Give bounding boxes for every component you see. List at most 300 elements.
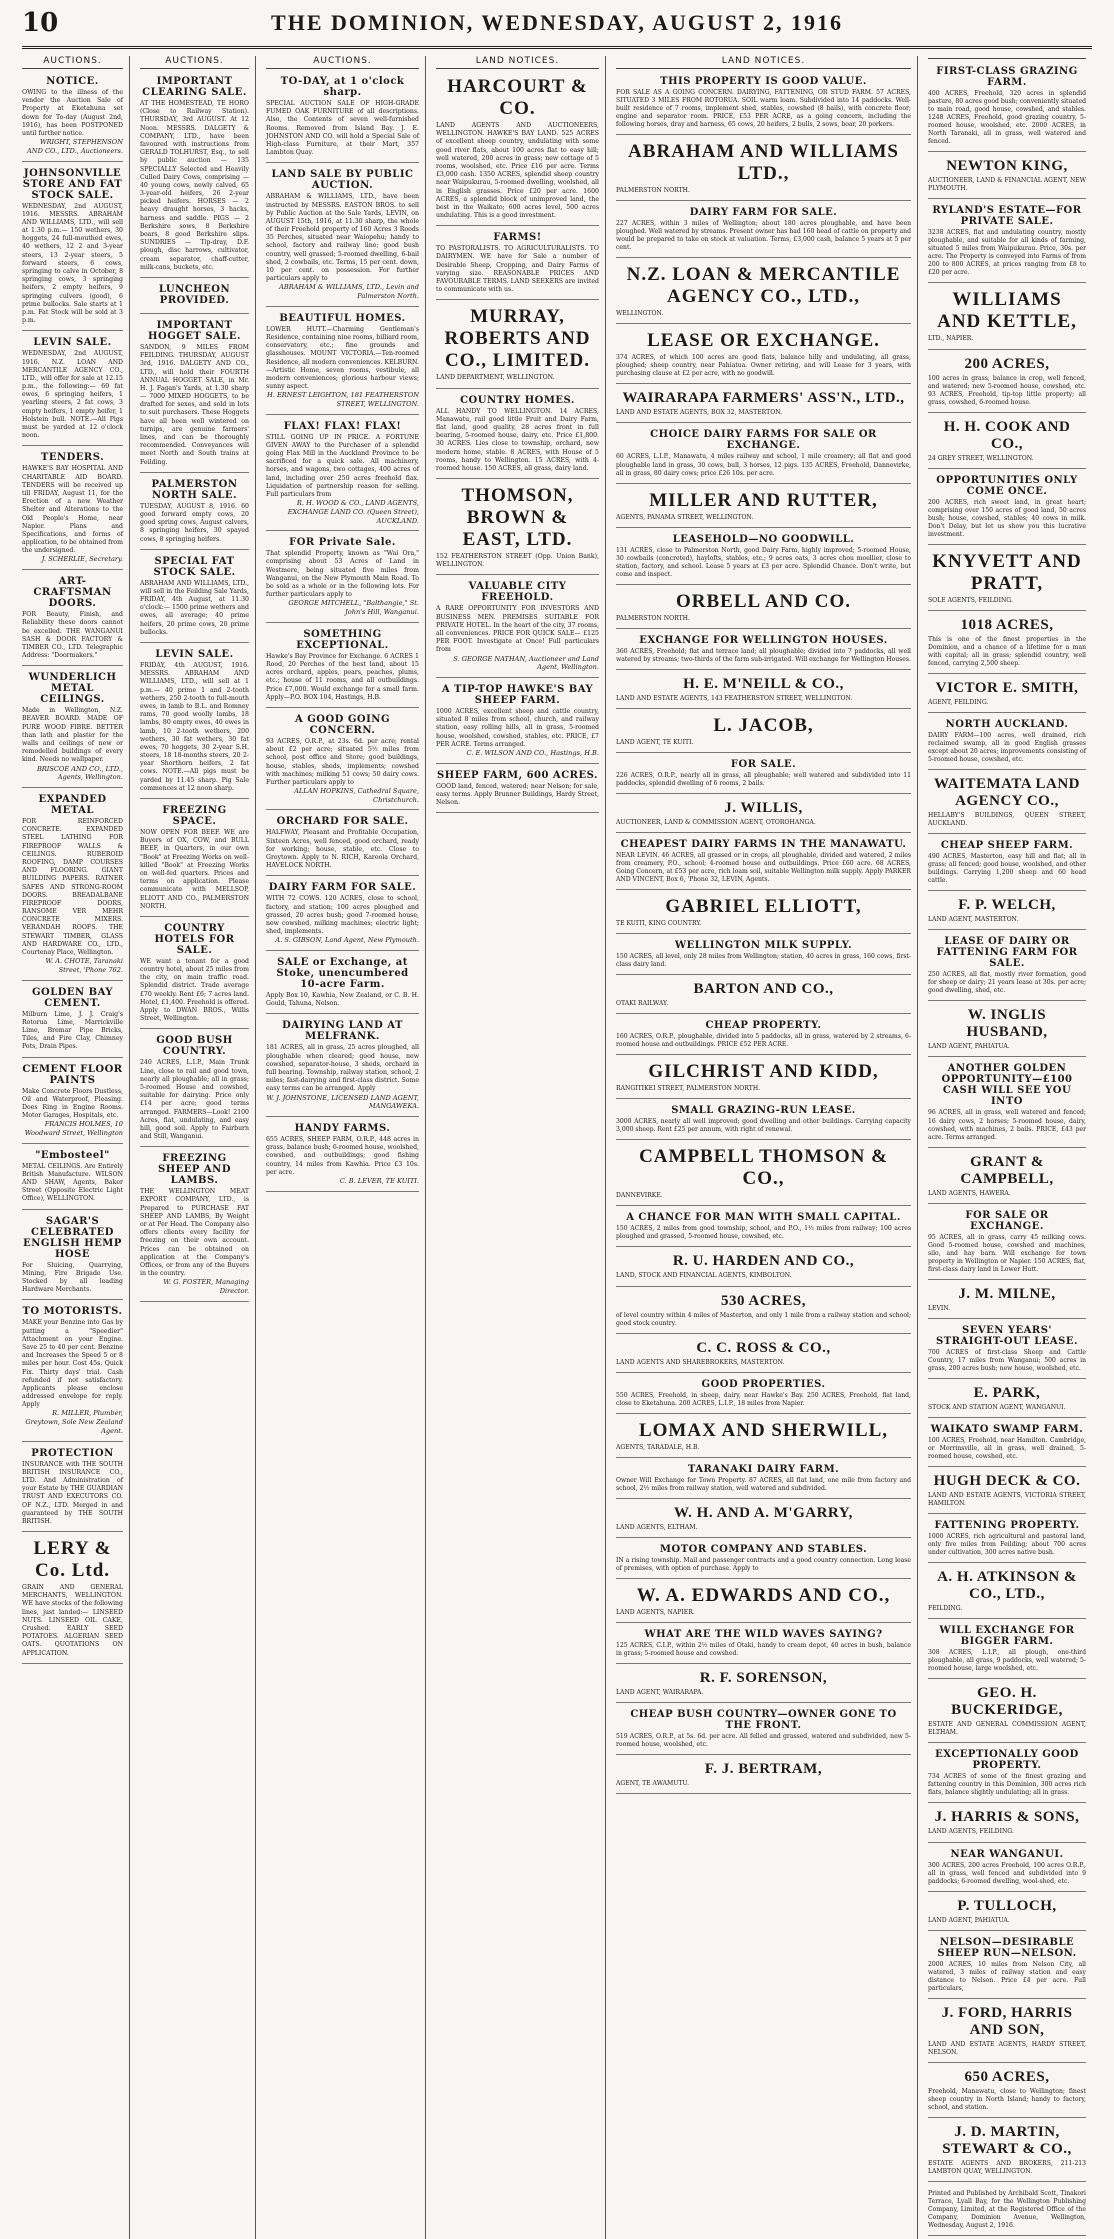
advertisement-title: ORCHARD FOR SALE. [276,816,409,828]
advertisement [616,1143,911,1206]
advertisement [22,1445,123,1533]
advertisement-title: TARANAKI DAIRY FARM. [687,1463,840,1475]
advertisement-body: 2000 ACRES, 10 miles from Nelson City, all watered, 3 miles of railway station and easy distance to Nelson. Price £4 per acre. Full particulars, [928,1960,1086,1992]
advertisement-body: STILL GOING UP IN PRICE. A FORTUNE GIVEN AWAY to the Purchaser of a splendid going Flax Mill in the Auckland Province to be sacrificed for a quick sale. All machinery, horses, and wagons, two cottages, 400 acres of land, including over 250 acres freehold flax. Liquidation of partnership reason for selling. Full particulars from [266,433,419,498]
advertisement-body: AT THE HOMESTEAD, TE HORO (Close to Railway Station). THURSDAY, 3rd AUGUST. At 12 Noon. MESSRS. DALGETY & COMPANY, LTD., have been favoured with instructions from GERALD TOLHURST, Esq., to sell by public auction — 135 SPECIALLY Selected and Heavily Culled Dairy Cows, comprising — 40 young cows, newly calved, 65 3-year-old heifers, 26 2-year picked heifers. HORSES — 2 heavy draught horses, 3 hacks, harness and saddle. PIGS — 2 Berkshire sows, 8 Berkshire boars, 8 good Berkshire slips. SUNDRIES — Tip-dray, D.F. plough, disc harrows, cultivator, cream separator, chaff-cutter, milk-cans, buckets, etc. [140,100,249,271]
advertisement [928,1004,1086,1057]
advertisement [928,1934,1086,1999]
advertisement-title: GEO. H. BUCKERIDGE, [951,1685,1063,1719]
advertisement-body: LTD., NAPIER. [928,335,974,343]
advertisement-body: LAND AGENTS, HAWERA. [928,1189,1011,1197]
advertisement-title: PROTECTION [31,1447,114,1459]
advertiser-signature: C. E. WILSON AND CO., Hastings, H.B. [466,748,599,757]
advertisement-title: F. P. WELCH, [958,897,1056,914]
column-heading [928,56,1086,59]
advertisement-body: That splendid Property, known as "Wai Ora," comprising about 53 Acres of Land in Westmere, being situated five miles from Wanganui, on the New Plymouth Main Road. To be sold as a whole or in the following lots. For further particulars apply to [266,550,419,599]
advertisement-body: AGENTS, TARADALE, H.B. [616,1443,700,1451]
advertisement [22,984,123,1058]
advertisement-title: FARMS! [493,232,542,244]
advertisement-title: NOTICE. [46,76,99,87]
advertisement [928,472,1086,545]
advertisement-title: ORBELL AND CO. [675,590,851,612]
advertiser-signature: ABRAHAM & WILLIAMS, LTD., Levin and Palmerston North. [279,283,419,301]
advertisement-body: Printed and Published by Archibald Scott, Tinakori Terrace, Lyall Bay, for the Wellington Publishing Company, Limited, at the Registered Office of the Company, Dominion Avenue, Wellington, Wednesday, August 2, 1916. [928,2189,1086,2230]
advertisement [22,1213,123,1301]
advertisement-title: WAITEMATA LAND AGENCY CO., [933,776,1081,810]
advertisement-body: 226 ACRES, O.R.P., nearly all in grass, all ploughable; well watered and subdivided into 11 paddocks, splendid dwelling of 6 rooms, 2 bails. [616,771,911,787]
advertisement-body: FOR Beauty, Finish, and Reliability these doors cannot be excelled. THE WANGANUI SASH & DOOR FACTORY & TIMBER CO., LTD. Telegraphic Address: "Doormakers." [22,611,123,660]
advertisement-body: GOOD land, fenced, watered; near Nelson; for sale, easy terms. Apply Brunner Buildings, Hardy Street, Nelson. [436,782,599,806]
advertisement-body: LAND AGENTS AND AUCTIONEERS, WELLINGTON. HAWKE'S BAY LAND. 525 ACRES of excellent sheep country, undulating with some good river flats, about 100 acres flat to easy hill; well watered, 200 acres in grass; new cottage of 5 rooms, woolshed, etc. Price £16 per acre. Terms £3,000 cash. 1350 ACRES, splendid sheep country near Waipukurau, 5-roomed dwelling, woolshed, all in English grasses. Price £20 per acre. 1600 ACRES, a splendid block of unimproved land, the best in the Waikato; 600 acres level, 500 acres undulating. This is a good investment. [436,122,599,220]
advertisement-body: FOR REINFORCED CONCRETE. EXPANDED STEEL LATHING FOR FIREPROOF WALLS & CEILINGS. RUBEROID ROOFING, DAMP COURSES AND FLOORING. GIANT BUILDING PAPERS. RATNER SAFES AND STRONG-ROOM DOORS. BREADALBANE FIREPROOF DOORS, RANSOME VER MEHR CONCRETE MIXERS. VERANDAH ROOFS. THE STEWART TIMBER, GLASS AND HARDWARE CO., LTD., Courtenay Place, Wellington. [22,818,123,957]
advertisement-title: LEASEHOLD—NO GOODWILL. [672,533,855,545]
advertisement-title: FIRST-CLASS GRAZING FARM. [936,66,1078,88]
advertiser-signature: C. B. LEVER, TE KUITI. [339,1176,419,1185]
advertisement-title: LEVIN SALE. [33,337,112,349]
advertisement [436,482,599,575]
advertisement-body: LAND AGENT, MASTERTON. [928,916,1019,924]
advertisement [436,578,599,678]
advertisement [928,353,1086,413]
advertisement [266,418,419,532]
advertisement-body: Make Concrete Floors Dustless, Oil and Waterproof, Pleasing. Does Ring in Engine Rooms. Motor Garages, Hospitals, etc. [22,1087,123,1120]
advertisement-title: GOOD BUSH COUNTRY. [156,1035,233,1058]
advertisement [266,1120,419,1192]
advertisement-title: FREEZING SHEEP AND LAMBS. [158,1153,231,1187]
advertisement-title: NELSON—DESIRABLE SHEEP RUN—NELSON. [937,1936,1077,1959]
advertisement [22,1303,123,1441]
advertisement-body: SPECIAL AUCTION SALE OF HIGH-GRADE FUMED OAK FURNITURE of all descriptions. Also, the Contents of seven well-furnished Rooms. Removed from Island Bay. J. E. JOHNSTON AND CO. will hold a Special Sale of High-class Furniture, at their Mart, 357 Lambton Quay. [266,100,419,157]
advertisement-body: LAND AGENTS AND SHAREBROKERS, MASTERTON. [616,1358,785,1366]
advertisement-title: FLAX! FLAX! FLAX! [283,420,402,432]
advertisement [616,261,911,324]
advertisement-body: 3000 ACRES, nearly all well improved; good dwelling and other buildings. Carrying capacity 3,000 sheep. Rent £25 per annum, with right of renewal. [616,1118,911,1134]
advertisement-body: INSURANCE with THE SOUTH BRITISH INSURANCE CO., LTD. And Administration of your Estate by THE GUARDIAN TRUST AND EXECUTORS CO. OF N.Z., LTD. Merged in and guaranteed by THE SOUTH BRITISH. [22,1460,123,1525]
advertisement-title: DAIRY FARM FOR SALE. [268,882,417,894]
advertisement [140,920,249,1030]
advertisement [436,392,599,480]
advertisement [928,416,1086,469]
advertisement-title: N.Z. LOAN & MERCANTILE AGENCY CO., LTD., [626,264,901,308]
advertisement [140,281,249,314]
advertisement [616,1502,911,1538]
page-number: 10 [22,8,59,38]
advertisement-title: LAND SALE BY PUBLIC AUCTION. [271,169,414,192]
advertisement [928,773,1086,834]
advertisement [140,1032,249,1147]
advertisement [616,756,911,794]
advertisement-body: WEDNESDAY, 2nd AUGUST, 1916. N.Z. LOAN AND MERCANTILE AGENCY CO., LTD., will offer for sale at 12.15 p.m., the following:— 69 fat ewes, 6 springing heifers, 1 yearling steers, 2 fat cows, 3 empty heifers, 1 empty heifer, 1 Holstein bull. NOTE.—All Pigs must be yarded at 12 o'clock noon. [22,350,123,440]
advertisement-body: 308 ACRES, L.I.P., all plough, one-third ploughable, all grass, 9 paddocks, well watered; 5-roomed house, large woolshed, etc. [928,1649,1086,1673]
advertisement-title: CHOICE DAIRY FARMS FOR SALE OR EXCHANGE. [650,429,877,452]
advertisement [616,138,911,201]
advertisement-title: C. C. ROSS & CO., [696,1339,831,1356]
advertisement-body: OWING to the illness of the vendor the Auction Sale of Property at Eketahuna set down for To-day (August 2nd, 1916), has been POSTPONED until further notice. [22,89,123,137]
advertisement-body: LAND AND ESTATE AGENTS, BOX 32, MASTERTON. [616,409,783,417]
advertisement-title: GRANT & CAMPBELL, [960,1153,1054,1187]
advertisement-title: H. E. M'NEILL & CO., [683,675,844,692]
advertisement [616,1376,911,1414]
advertisement [928,63,1086,152]
advertisement-title: R. U. HARDEN AND CO., [672,1253,855,1270]
advertisement-title: CHEAP PROPERTY. [705,1020,822,1032]
advertisement [22,1535,123,1664]
advertisement-body: ESTATE AGENTS AND BROKERS, 211-213 LAMBTON QUAY, WELLINGTON. [928,2159,1086,2175]
advertisement-title: GABRIEL ELLIOTT, [665,896,862,918]
advertisement-body: ABRAHAM AND WILLIAMS, LTD., will sell in the Feilding Sale Yards, FRIDAY, 4th August, at 11.30 o'clock:— 1500 prime wethers and ewes, all average; 40 prime heifers, 20 prime cows, 20 prime bullocks. [140,579,249,636]
advertisement [928,2002,1086,2063]
advertisement-body: LAND AGENTS, NAPIER. [616,1608,695,1616]
advertisement-title: LUNCHEON PROVIDED. [158,283,231,306]
advertisement [616,426,911,483]
advertisement [266,954,419,1014]
advertisement [22,334,123,446]
advertisement-body: A RARE OPPORTUNITY FOR INVESTORS AND BUSINESS MEN. PREMISES SUITABLE FOR PRIVATE HOTEL. In the heart of the city, 37 rooms, all conveniences. PRICE FOR QUICK SALE— £125 PER FOOT. Investigate at Once! Full particulars from [436,605,599,654]
advertisement-title: LOMAX AND SHERWILL, [638,1419,888,1441]
advertisement-body: HALFWAY, Pleasant and Profitable Occupation, Sixteen Acres, well fenced, good orchard, ready for working; house, stable, etc. Close to Greytown. Apply to N. RICH, Karoola Orchard, HAVELOCK NORTH. [266,829,419,870]
advertisement-body: TE KUITI, KING COUNTRY. [616,920,702,928]
advertisement-title: BARTON AND CO., [693,981,834,998]
advertisement-body: LAND, STOCK AND FINANCIAL AGENTS, KIMBOLTON. [616,1272,792,1280]
column-3 [266,56,426,2239]
advertisement [616,204,911,258]
advertisement [616,1626,911,1664]
advertisement-title: VICTOR E. SMITH, [935,679,1079,696]
advertisement-body: FEILDING. [928,1605,963,1613]
advertisement-body: FRIDAY, 4th AUGUST, 1916. MESSRS. ABRAHAM AND WILLIAMS, LTD., will sell at 1 p.m.— 40 prime 1 and 2-tooth wethers, 250 2-tooth to full-mouth ewes, in lamb to B.L. and Romney rams, 70 good woolly lambs, 18 lambs, 80 empty ewes, 40 ewes in lamb, 10 2-tooth wethers, 200 wethers, 30 fat wethers, 30 fat ewes, 70 hoggets, 30 2-year S.H. steers, 18 18-months steers, 20 2-year Shorthorn heifers, 2 fat cows. NOTE.—All pigs must be yarded by 11.45 sharp. Pig Sale commences at 12 noon sharp. [140,662,249,792]
advertisement [266,534,419,623]
advertisement-body: PALMERSTON NORTH. [616,187,690,195]
advertisement-body: 374 ACRES, of which 100 acres are good flats, balance hilly and undulating, all grass, ploughed; sheep country, near Pahiatua. Owner retiring, and will Lease for 3 years, with purchasing clause at £2 per acre, with no goodwill. [616,354,911,378]
advertisement-title: MURRAY, ROBERTS AND CO., LIMITED. [444,306,591,372]
advertisement [22,449,123,570]
advertisement [616,1667,911,1703]
advertisement [616,893,911,934]
advertisement [928,2121,1086,2182]
advertisement-title: LEASE OR EXCHANGE. [647,330,880,352]
advertisement-body: 93 ACRES, O.R.P., at 23s. 6d. per acre; rental about £2 per acre; situated 5½ miles from school, post office and Store; good buildings, house, stables, sheds, implements; cowshed with machines; milking 51 cows; 50 dairy cows. Further particulars apply to [266,737,419,786]
advertiser-signature: BRISCOE AND CO., LTD., Agents, Wellington. [36,764,123,782]
advertisement-title: WAIRARAPA FARMERS' ASS'N., LTD., [622,390,905,407]
advertisement [928,1846,1086,1892]
advertisement [616,1017,911,1055]
advertisement [928,1806,1086,1842]
advertisement-body: Made in Wellington, N.Z. BEAVER BOARD. MADE OF PURE WOOD FIBRE. BETTER than lath and plaster for the walls and ceilings of new or remodelled buildings of every kind. Needs no wallpaper. [22,707,123,764]
column-4 [436,56,606,2239]
advertisement-body: METAL CEILINGS. Are Entirely British Manufacture. WILSON AND SHAW, Agents, Baker Street (Opposite Electric Light Office), WELLINGTON. [22,1162,123,1203]
advertisement-columns [22,56,1092,2230]
advertisement-title: W. INGLIS HUSBAND, [966,1007,1048,1041]
advertisement-title: W. A. EDWARDS AND CO., [636,1584,891,1606]
advertisement [22,669,123,788]
advertisement [928,1566,1086,1619]
advertisement [928,2066,1086,2118]
advertisement-title: A CHANCE FOR MAN WITH SMALL CAPITAL. [626,1212,901,1224]
advertisement-body: 95 ACRES, all in grass, carry 45 milking cows. Good 5-roomed house, cowshed and machines, silo, and hay barn. Will exchange for town property in Wellington or Napier. 150 ACRES, flat, first-class dairy land in Lower Hutt. [928,1233,1086,1273]
advertisement [616,1461,911,1499]
advertisement-title: WHAT ARE THE WILD WAVES SAYING? [644,1628,883,1640]
advertisement-title: 650 ACRES, [964,2068,1050,2085]
advertisement-title: FATTENING PROPERTY. [934,1520,1080,1532]
advertisement-body: AGENTS, PANAMA STREET, WELLINGTON. [616,513,754,521]
advertisement-title: 200 ACRES, [964,355,1050,372]
advertisement [928,1151,1086,1204]
advertisement-title: CAMPBELL THOMSON & CO., [639,1146,888,1190]
advertisement-title: SPECIAL FAT STOCK SALE. [153,555,236,578]
column-heading: LAND NOTICES. [436,56,599,69]
advertisement [616,1290,911,1334]
advertisement-body: LAND AGENT, TE KUITI. [616,738,694,746]
advertisement-title: R. F. SORENSON, [699,1669,828,1686]
advertisement-title: ART-CRAFTSMAN DOORS. [33,576,112,610]
advertisement-title: MILLER AND RUTTER, [649,489,878,511]
advertisement [22,791,123,981]
advertisement-body: GRAIN AND GENERAL MERCHANTS, WELLINGTON. WE have stocks of the following lines, just landed:— LINSEED NUTS. LINSEED OIL CAKE, Crushed. EARLY SEED POTATOES. ALGERIAN SEED OATS. QUOTATIONS ON APPLICATION. [22,1584,123,1657]
advertisement [140,1150,249,1301]
advertiser-signature: H. ERNEST LEIGHTON, 181 FEATHERSTON STREET, WELLINGTON. [267,391,419,408]
advertisement-body: 734 ACRES of some of the finest grazing and fattening country in this Dominion, 300 acres rich flats, balance slightly undulating; all in grass. [928,1773,1086,1797]
advertisement-body: 240 ACRES, L.I.P., Main Trunk Line, close to rail and good town, nearly all ploughable; all in grass; 5-roomed House and cowshed, suitable for dairying. Price only £14 per acre; good terms arranged. FARMERS—Look! 2100 Acres, flat, undulating, and easy hill, good soil. Apply to Fairburn and Still, Wanganui. [140,1059,249,1141]
advertisement-body: WEDNESDAY, 2nd AUGUST, 1916. MESSRS. ABRAHAM AND WILLIAMS, LTD., will sell at 1.30 p.m.— 150 wethers, 30 hoggets, 24 full-mouthed ewes, 40 wethers, 12 2 and 3-year steers, 13 2-year steers, 5 forward steers, 6 cows, springing to calve in October, 8 springing cows, 3 springing heifers, 2 empty heifers, 9 springing culvers (good), 6 prime bullocks. Sale starts at 1 p.m. Fat Stock will be sold at 3 p.m. [22,202,123,325]
column-5 [616,56,918,2239]
advertisement-body: 152 FEATHERSTON STREET (Opp. Union Bank), WELLINGTON. [436,553,599,569]
advertisement-title: KNYVETT AND PRATT, [932,550,1082,594]
advertisement-title: LEVIN SALE. [155,649,234,660]
advertisement [266,310,419,415]
advertisement-body: 655 ACRES, SHEEP FARM, O.R.P., 448 acres in grass, balance bush; 6-roomed house, woolshed, cowshed, and outbuildings; good fishing country, 14 miles from Kawhia. Price £3 10s. per acre. [266,1135,419,1176]
advertisement-title: GOOD PROPERTIES. [701,1378,826,1390]
advertisement-title: 1018 ACRES, [960,616,1054,633]
advertisement-body: OTAKI RAILWAY. [616,1000,669,1008]
advertiser-signature: GEORGE MITCHELL, "Balthangie," St. John's Hill, Wanganui. [288,599,419,617]
advertiser-signature: ALLAN HOPKINS, Cathedral Square, Christchurch. [294,787,419,804]
advertisement-title: J. FORD, HARRIS AND SON, [941,2004,1073,2038]
advertisement-body: AGENT, TE AWAMUTU. [616,1780,690,1788]
advertisement [616,588,911,629]
advertisement-body: 200 ACRES, rich sweet land, in great heart; comprising over 150 acres of good land, 50 acres bush; house, cowshed, stables; 40 cows in milk. Don't Delay, but let us show you this lucrative investment. [928,498,1086,538]
advertisement [22,1147,123,1210]
advertisement [928,1283,1086,1319]
advertisement [928,837,1086,891]
advertisement-body: LAND AND ESTATE AGENTS, VICTORIA STREET, HAMILTON. [928,1492,1086,1508]
advertisement-title: A. H. ATKINSON & CO., LTD., [937,1569,1077,1603]
advertisement [616,1209,911,1247]
advertisement-body: WE want a tenant for a good country hotel, about 25 miles from the city, on main traffic road. Splendid district. Trade average £70 weekly. Rent £6; 7 acres land. Hotel, £1,400. Freehold is offered. Apply to DWAN BROS., Willis Street, Wellington. [140,957,249,1023]
advertisement-title: FOR SALE OR EXCHANGE. [965,1209,1049,1232]
advertisement-title: NEWTON KING, [946,158,1068,175]
advertisement [616,1058,911,1099]
advertisement-title: LERY & Co. Ltd. [33,1538,112,1582]
advertisement-title: BEAUTIFUL HOMES. [279,312,406,324]
advertisement-title: JOHNSONVILLE STORE AND FAT STOCK SALE. [22,167,123,201]
column-heading: AUCTIONS. [22,56,123,69]
advertisement-body: 227 ACRES, within 3 miles of Wellington; about 180 acres ploughable, and have been ploughed. Well watered by streams. Present owner has had 160 head of cattle on property and would be prepared to take on stock at valuation. Terms, £3,000 cash, balance 5 years at 5 per cent. [616,220,911,252]
advertisement [928,1421,1086,1467]
column-2 [140,56,256,2239]
advertisement-title: HARCOURT & CO. [447,76,588,119]
advertisement-body: RANGITIKEI STREET, PALMERSTON NORTH. [616,1085,761,1093]
advertisement [616,836,911,890]
advertisement-title: E. PARK, [973,1384,1041,1401]
advertisement-title: TENDERS. [40,452,105,464]
advertisement-body: NEAR LEVIN. 46 ACRES, all grassed or in crops, all ploughable, divided and watered, 2 miles from creamery, P.O., school; 4-roomed house and outbuildings. Price £60 acre. 68 ACRES, Going Concern, at £53 per acre, rich loam soil, suitable Wellington milk supply. Apply PARKER AND VINCENT, Box 6, 'Phone 32, LEVIN, Agents. [616,851,911,884]
advertisement [928,1060,1086,1147]
advertisement-title: HANDY FARMS. [294,1122,391,1134]
advertisement [266,711,419,811]
advertisement-title: EXCEPTIONALLY GOOD PROPERTY. [935,1749,1079,1772]
advertisement [928,716,1086,770]
advertisement [266,73,419,163]
advertisement [616,1337,911,1373]
advertisement-title: COUNTRY HOTELS FOR SALE. [154,922,235,956]
advertisement-body: Hawke's Bay Province for Exchange. 6 ACRES 1 Rood, 20 Perches of the best land, about 15 acres orchard, apples, pears, peaches, plums, etc.; house of 11 rooms, and all outbuildings. Price £7,000. Would exchange for a small farm. Apply—P.O. BOX 104, Hastings, H.B. [266,652,419,701]
advertisement [436,767,599,814]
column-heading: LAND NOTICES. [616,56,911,69]
advertisement-title: NEAR WANGANUI. [950,1848,1064,1860]
advertisement-title: F. J. BERTRAM, [704,1761,823,1778]
advertisement-title: A GOOD GOING CONCERN. [295,713,390,736]
advertisement [928,202,1086,283]
advertisement-title: DAIRYING LAND AT MELFRANK. [282,1020,403,1043]
advertisement-body: MAKE your Benzine into Gas by putting a "Speedier" Attachment on your Engine. Save 25 to 40 per cent. Benzine and Increases the Speed 5 or 8 miles per hour. Cost 45s. Quick Fix. Thirty days' trial. Cash refunded if not satisfactory. Applicants please enclose addressed envelope for reply. Apply [22,1319,123,1409]
advertisement-title: "Embosteel" [35,1149,110,1161]
advertisement-title: SALE or Exchange, at Stoke, unencumbered 10-acre Farm. [276,957,409,991]
advertisement [616,487,911,528]
advertisement-title: SEVEN YEARS' STRAIGHT-OUT LEASE. [936,1324,1078,1347]
advertiser-signature: S. GEORGE NATHAN, Auctioneer and Land Agent, Wellington. [453,654,599,672]
advertisement [266,1017,419,1117]
advertisement [266,879,419,951]
advertisement [616,632,911,670]
advertisement-body: LOWER HUTT.—Charming Gentleman's Residence, containing nine rooms, billiard room, conservatory, etc.; fine grounds and glasshouses. MOUNT VICTORIA.—Ten-roomed Residence, all modern conveniences. KELBURN.—Artistic Home, seven rooms, vestibule, all modern conveniences; glorious harbour views; sunny aspect. [266,325,420,391]
advertisement-title: GOLDEN BAY CEMENT. [31,986,114,1009]
advertisement [266,626,419,708]
advertisement-body: ABRAHAM & WILLIAMS, LTD., have been instructed by MESSRS. EASTON BROS. to sell by Public Auction at the Sale Yards, LEVIN, on AUGUST 15th, 1916, at 11.30 sharp, the whole of their Freehold property of 160 Acres 3 Roods 35 Perches, situated near Waiopehu; handy to school, factory and railway line; good bush country, well grassed; 5-roomed dwelling, 6-bail shed, 2 cowbails, etc. Terms, 15 per cent. down, 10 per cent. on possession. For further particulars apply to [266,193,419,283]
column-1 [22,56,130,2239]
advertisement-title: CHEAP SHEEP FARM. [940,840,1074,852]
advertisement-title: EXPANDED METAL [38,794,107,817]
advertiser-signature: A. S. GIBSON, Land Agent, New Plymouth. [275,936,419,945]
advertisement [616,1250,911,1286]
advertisement-body: 160 ACRES, O.R.P., ploughable, divided into 5 paddocks, all in grass, watered by 2 streams, 6-roomed house and outbuildings. PRICE £52 PER ACRE. [616,1033,911,1049]
advertisement [616,1706,911,1755]
advertisement-title: SMALL GRAZING-RUN LEASE. [671,1105,856,1117]
advertisement-title: TO MOTORISTS. [22,1306,123,1318]
advertisement-body: LAND AND ESTATE AGENTS, 143 FEATHERSTON STREET, WELLINGTON. [616,694,853,702]
advertisement [928,1622,1086,1679]
advertisement-body: 150 ACRES, all level, only 28 miles from Wellington; station, 40 acres in grass, 160 cows, first-class dairy land. [616,953,911,969]
advertisement-title: WILLIAMS AND KETTLE, [937,289,1077,333]
advertisement-title: P. TULLOCH, [957,1897,1057,1914]
advertisement-title: CHEAP BUSH COUNTRY—OWNER GONE TO THE FRONT. [630,1708,897,1731]
advertisement-title: A TIP-TOP HAWKE'S BAY SHEEP FARM. [441,683,594,706]
masthead [22,6,1092,49]
advertisement-title: DAIRY FARM FOR SALE. [689,207,838,219]
advertisement-body: AUCTIONEER, LAND & COMMISSION AGENT, OTOROHANGA. [616,818,816,826]
advertisement-body: 96 ACRES, all in grass, well watered and fenced; 16 dairy cows, 2 horses; 5-roomed house, dairy, cowshed, with machines, 2 bails. PRICE, £43 per acre. Terms arranged. [928,1109,1086,1141]
advertisement-body: LAND AGENT, PAHIATUA. [928,1916,1010,1924]
advertisement [140,73,249,278]
advertisement-title: WILL EXCHANGE FOR BIGGER FARM. [939,1625,1075,1648]
advertisement-body: WELLINGTON. [616,310,664,318]
advertisement [928,1682,1086,1743]
advertisement [140,317,249,473]
advertisement-title: COUNTRY HOMES. [460,394,575,406]
advertisement-body: 100 acres in grass, balance in crop, well fenced, and watered; new 5-roomed house, cowshed, etc. 93 ACRES, Freehold, tip-top little property; all grass, cowshed, 6-roomed house. [928,374,1086,406]
advertisement-title: TO-DAY, at 1 o'clock sharp. [280,76,405,98]
advertisement [928,677,1086,713]
advertisement-title: 530 ACRES, [720,1292,807,1309]
advertisement-body: 100 ACRES, Freehold, near Hamilton. Cambridge, or Morrinsville, all in grass, well drained, 5-roomed house, cowshed, etc. [928,1436,1086,1460]
advertisement [616,327,911,384]
advertisement-title: IMPORTANT HOGGET SALE. [148,319,241,342]
advertisement-body: 519 ACRES, O.R.P., at 5s. 6d. per acre. All felled and grassed, watered and subdivided, new 5-roomed house, woolshed, etc. [616,1732,911,1748]
advertisement-title: OPPORTUNITIES ONLY COME ONCE. [936,474,1078,497]
advertisement-body: Freehold, Manawatu, close to Wellington; finest sheep country in North Island; handy to factory, school, and station. [928,2087,1086,2111]
advertiser-signature: R. MILLER, Plumber, Greytown, Sole New Zealand Agent. [25,1409,123,1435]
advertisement [616,978,911,1014]
advertisement-body: 1000 ACRES, rich agricultural and pastoral land, only five miles from Feilding; about 700 acres under cultivation, 300 acres native bush. [928,1533,1086,1557]
advertisement [616,712,911,753]
advertisement-body: For Sluicing, Quarrying, Mining, Fire Brigade Use. Stocked by all leading Hardware Merchants. [22,1261,123,1294]
advertisement-title: FOR Private Sale. [289,537,396,549]
advertisement-body: LAND AGENT, PAHIATUA. [928,1043,1010,1051]
advertisement-title: THIS PROPERTY IS GOOD VALUE. [660,76,867,87]
advertisement-title: SOMETHING EXCEPTIONAL. [296,628,389,651]
advertisement-body: LAND DEPARTMENT, WELLINGTON. [436,374,555,382]
advertisement [928,894,1086,930]
advertisement-body: Apply Box 10, Kawhia, New Zealand, or C. B. H. Gould, Tahuna, Nelson. [266,992,419,1008]
advertisement-body: LAND AGENTS, ELTHAM. [616,1523,698,1531]
advertisement-body: AUCTIONEER, LAND & FINANCIAL AGENT, NEW PLYMOUTH. [928,177,1086,193]
advertisement [22,573,123,666]
advertisement-title: J. WILLIS, [724,799,803,816]
advertisement-body: 550 ACRES, Freehold, in sheep, dairy, near Hawke's Bay. 250 ACRES, Freehold, flat land, close to Eketahuna. 200 ACRES, L.I.P., 18 miles from Napier. [616,1391,911,1407]
advertisement-title: WUNDERLICH METAL CEILINGS. [28,672,117,706]
advertiser-signature: W. G. FOSTER, Managing Director. [163,1278,249,1296]
advertisement [928,933,1086,1001]
advertisement-body: IN a rising township. Mail and passenger contracts and a good country connection. Long lease of premises, with option of purchase. Apply to [616,1556,911,1572]
advertisement-body: 1000 ACRES, excellent sheep and cattle country, situated 8 miles from school, church, and railway station, easy rolling hills, all in grass, 5-roomed house, woolshed, cowshed, stables, etc. PRICE, £7 PER ACRE. Terms arranged. [436,707,599,748]
advertisement-title: J. D. MARTIN, STEWART & CO., [942,2123,1072,2157]
advertisement-body: HELLABY'S BUILDINGS, QUEEN STREET, AUCKLAND. [928,812,1086,828]
advertisement-title: MOTOR COMPANY AND STABLES. [659,1543,868,1555]
advertisement-body: 125 ACRES, C.I.P., within 2½ miles of Otaki, handy to cream depot, 40 acres in bush, balance in grass; 5-roomed house and cowshed. [616,1641,911,1657]
advertisement-title: FOR SALE. [730,758,797,770]
advertisement-body: TUESDAY, AUGUST 8, 1916. 60 good forward empty cows, 20 good spring cows, August calvers, 8 springing heifers, 30 spayed cows, 8 springing heifers. [140,502,249,543]
advertiser-signature: R. H. WOOD & CO., LAND AGENTS, EXCHANGE LAND CO. (Queen Street), AUCKLAND. [287,499,419,525]
advertisement [616,937,911,975]
advertisement-body: 3238 ACRES, flat and undulating country, mostly ploughable, and suitable for all kinds of farming, situated 5 miles from Waipukurau. Price, 30s. per acre. The Property is conveyed into Farms of from 200 to 800 ACRES, at prices ranging from £8 to £20 per acre. [928,229,1086,277]
advertisement [928,1470,1086,1514]
advertiser-signature: J. SCHERLIE, Secretary. [41,555,123,564]
column-6 [928,56,1092,2239]
advertisement-body: SANDON, 9 MILES FROM FEILDING. THURSDAY, AUGUST 3rd, 1916. DALGETY AND CO., LTD., will hold their FOURTH ANNUAL HOGGET SALE, in Mr. H. J. Fagan's Yards, at 1.30 sharp — 7000 MIXED HOGGETS, to be drafted for sexes, and sold in lots to suit purchasers. These Hoggets have all been well wintered on turnips, are genuine farmers' lines, and can be thoroughly recommended. Conveyances will meet North and South trains at Feilding. [140,343,249,466]
advertisement-body: TO PASTORALISTS. TO AGRICULTURALISTS. TO DAIRYMEN. WE have for Sale a number of Desirable Sheep, Cropping, and Dairy Farms of varying size. REASONABLE PRICES AND FAVOURABLE TERMS. LAND SEEKERS are invited to communicate with us. [436,245,599,294]
advertisement-body: DANNEVIRKE. [616,1192,663,1200]
advertisement-body: HAWKE'S BAY HOSPITAL AND CHARITABLE AID BOARD. TENDERS will be received up till FRIDAY, August 11, for the Erection of a new Weather Shelter and Alterations to the Old People's Home, near Napier. Plans and Specifications, and forms of application, to be obtained from the undersigned. [22,465,123,555]
advertisement-title: PALMERSTON NORTH SALE. [151,478,238,501]
advertisement [928,1322,1086,1379]
advertisement-title: NORTH AUCKLAND. [945,719,1069,730]
advertisement [928,614,1086,674]
advertisement-title: CEMENT FLOOR PAINTS [22,1063,123,1086]
advertisement [266,813,419,876]
advertisement [616,1417,911,1458]
advertisement [140,553,249,643]
advertisement-title: FREEZING SPACE. [162,805,227,827]
advertisement-body: SOLE AGENTS, FEILDING. [928,596,1013,604]
